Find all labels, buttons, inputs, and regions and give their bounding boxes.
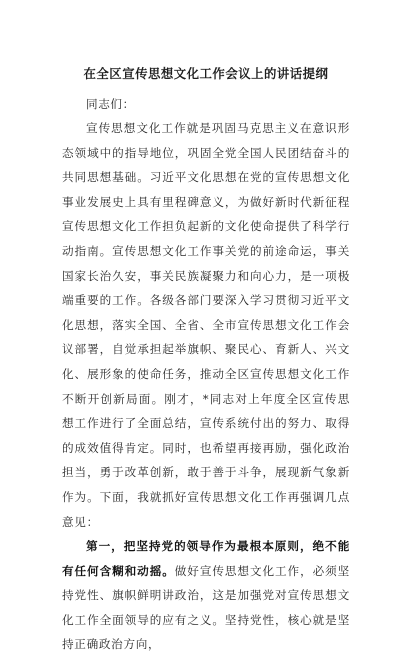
paragraph-intro: 宣传思想文化工作就是巩固马克思主义在意识形态领域中的指导地位，巩固全党全国人民团结奋斗的共同思想基础。习近平文化思想在党的宣传思想文化事业发展史上具有里程碑意义，为做好新时代新征程宣传思想文化工作担负起新的文化使命提供了科学行动指南。宣传思想文化工作事关党的前途命运，事关国家长治久安，事关民族凝聚力和向心力，是一项极端重要的工作。各级各部门要深入学习贯彻习近平文化思想，落实全国、全省、全市宣传思想文化工作会议部署，自觉承担起举旗帜、聚民心、育新人、兴文化、展形象的使命任务，推动全区宣传思想文化工作不断开创新局面。刚才，*同志对上年度全区宣传思想工作进行了全面总结，宣传系统付出的努力、取得的成效值得肯定。同时，也希望再接再励，强化政治担当，勇于改革创新，敢于善于斗争，展现新气象新作为。下面，我就抓好宣传思想文化工作再强调几点意见： (62, 121, 350, 529)
point-one-body: 做好宣传思想文化工作，必须坚持党性、旗帜鲜明讲政治，这是加强党对宣传思想文化工作全面领导的应有之义。坚持党性，核心就是坚持正确政治方向， (62, 563, 350, 652)
paragraph-point-one (62, 534, 350, 657)
point-one-heading: 第一，把坚持党的领导作为最根本原则，绝不能有任何含糊和动摇。 (62, 539, 350, 578)
salutation: 同志们： (86, 97, 135, 111)
document-title: 在全区宣传思想文化工作会议上的讲话提纲 (83, 66, 329, 81)
